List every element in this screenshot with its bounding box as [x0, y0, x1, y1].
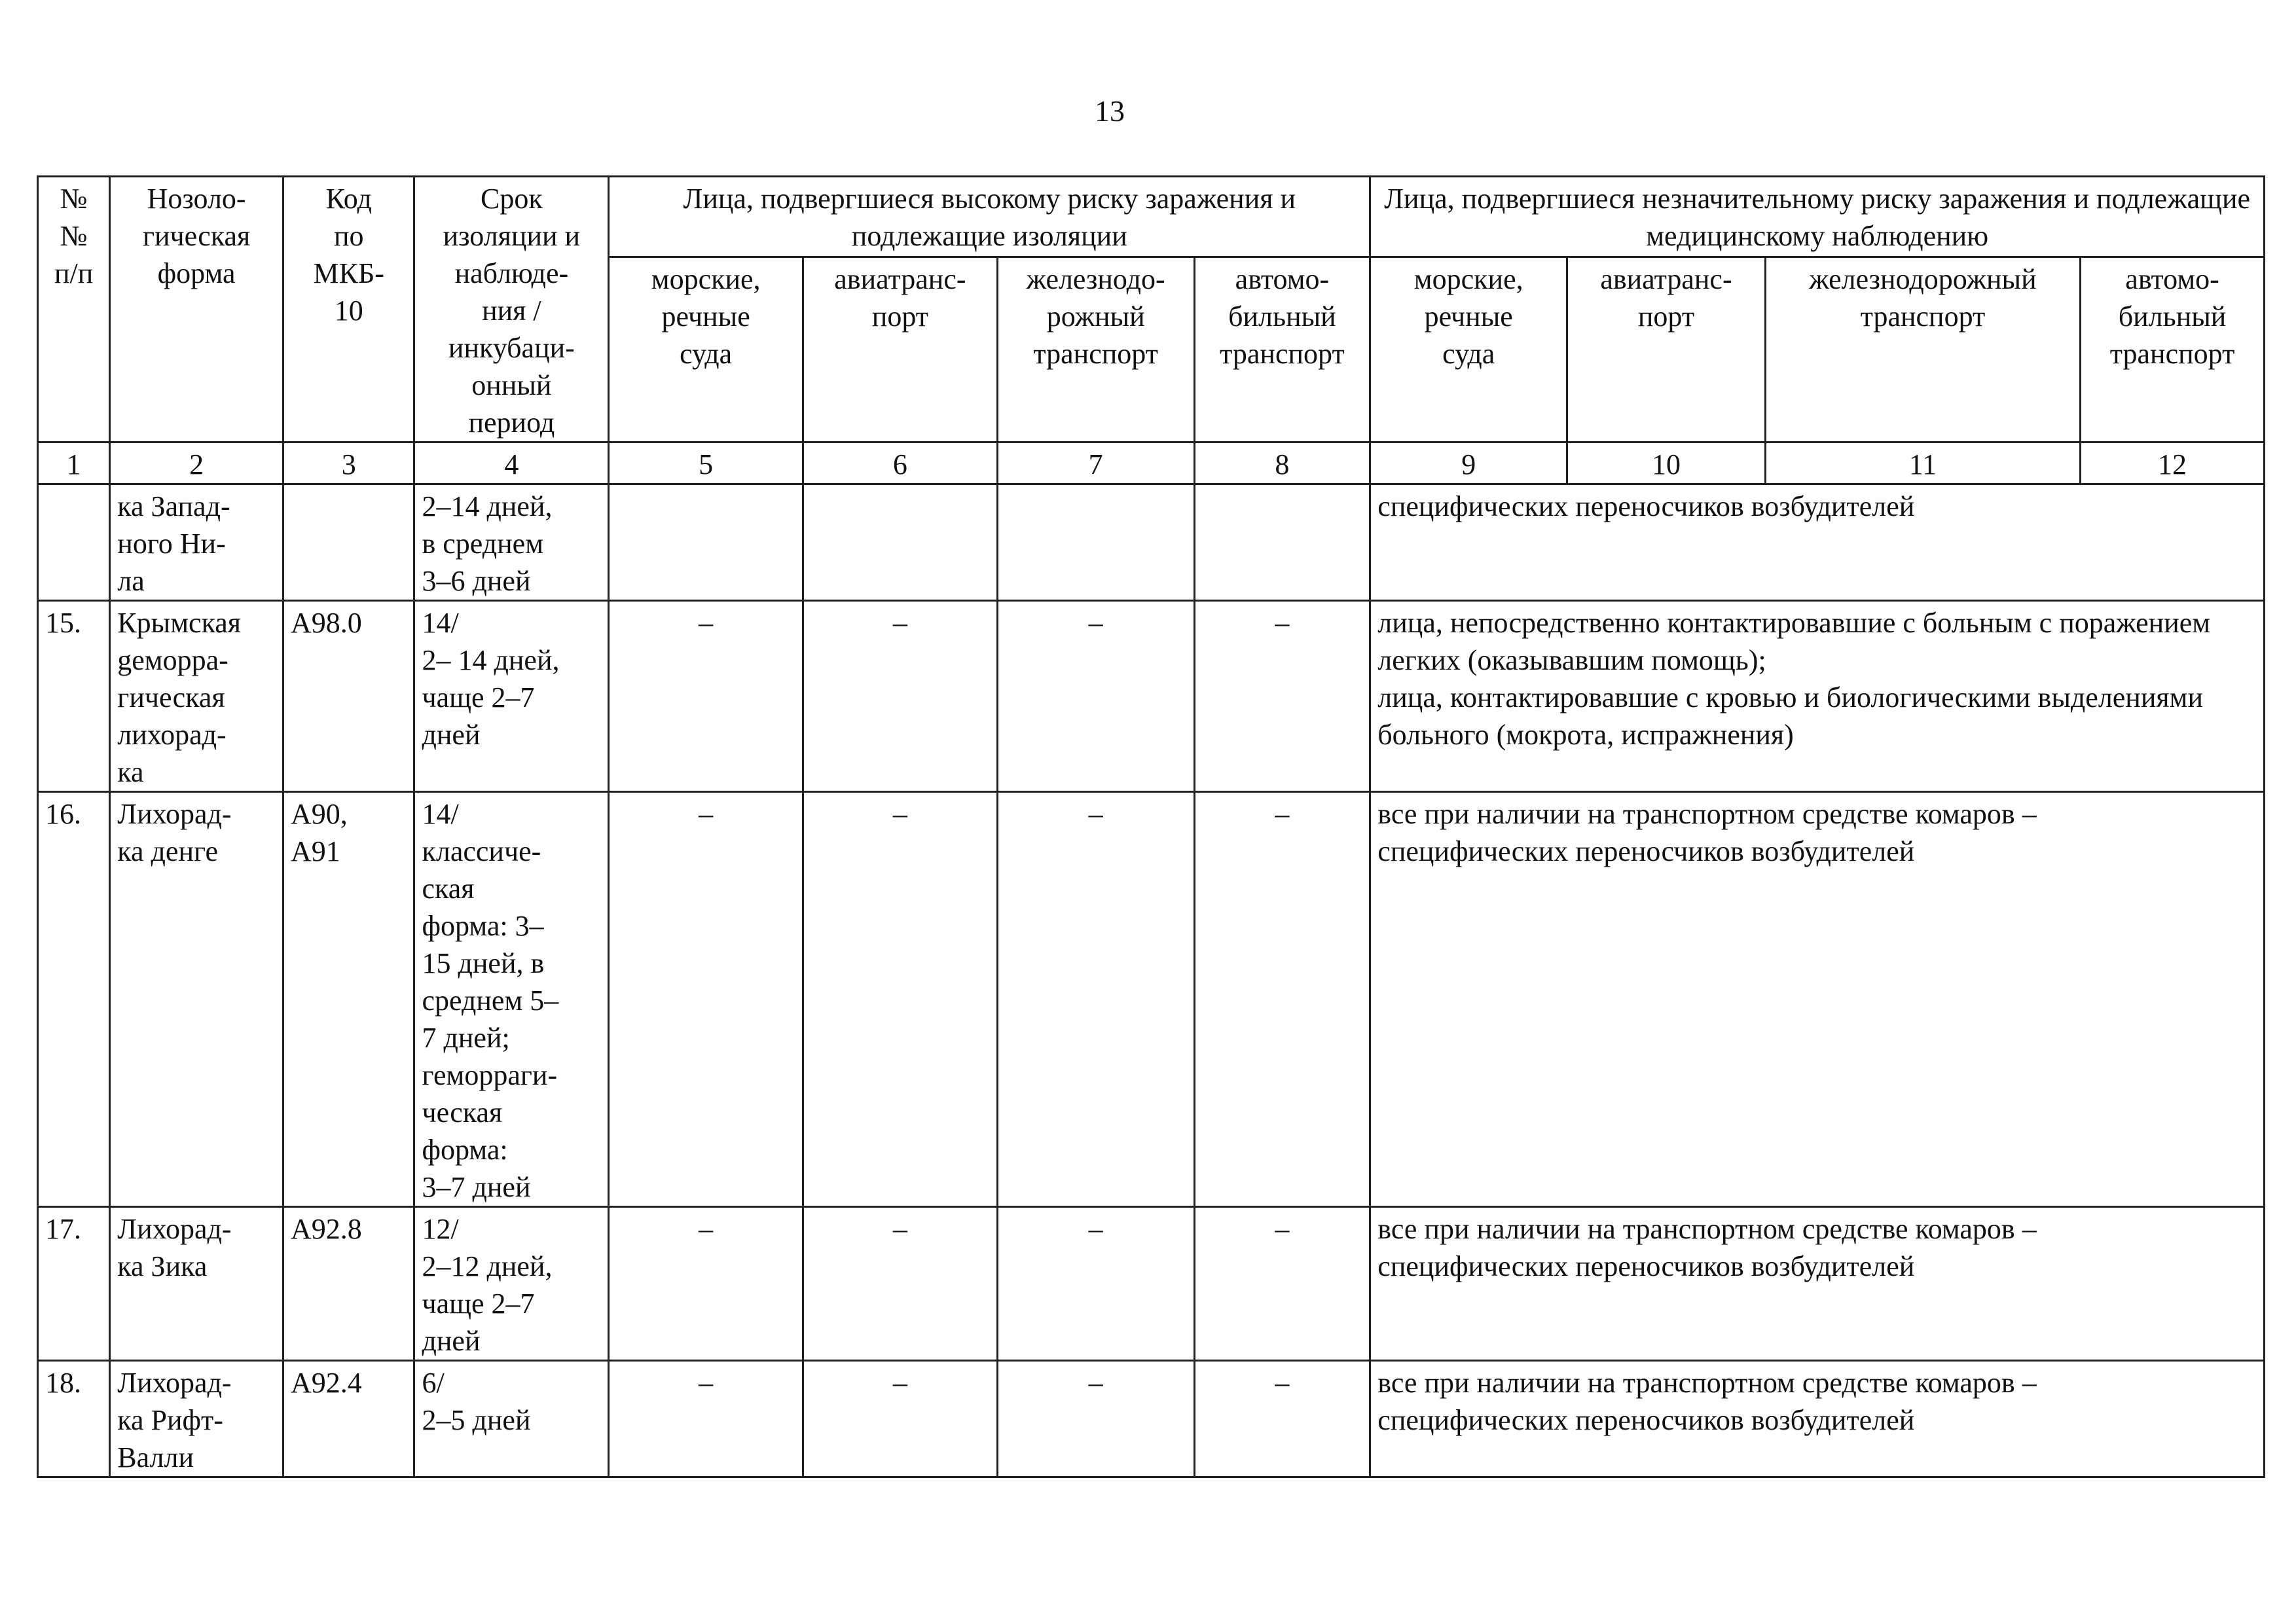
row-high-auto: –: [1194, 792, 1370, 1207]
row-low-risk: все при наличии на транспортном средстве комаров – специфических переносчиков возбудителей: [1370, 1207, 2265, 1361]
column-number: 11: [1765, 442, 2080, 484]
row-high-auto: –: [1194, 601, 1370, 792]
row-low-risk: специфических переносчиков возбудителей: [1370, 484, 2265, 601]
row-form: Лихорад- ка денге: [110, 792, 283, 1207]
header-group-high-risk: Лица, подвергшиеся высокому риску заражения и подлежащие изоляции: [609, 177, 1370, 257]
column-number: 8: [1194, 442, 1370, 484]
header-col-term: Срок изоляции и наблюде- ния / инкубаци- онный период: [414, 177, 609, 442]
row-form: ка Запад- ного Ни- ла: [110, 484, 283, 601]
header-col-form: Нозоло- гическая форма: [110, 177, 283, 442]
row-code: A98.0: [283, 601, 414, 792]
table-row: [38, 1207, 2265, 1361]
row-term: 12/ 2–12 дней, чаще 2–7 дней: [414, 1207, 609, 1361]
row-high-rail: –: [997, 1361, 1194, 1477]
column-number: 7: [997, 442, 1194, 484]
column-number: 9: [1370, 442, 1567, 484]
column-number: 4: [414, 442, 609, 484]
column-number: 5: [609, 442, 803, 484]
row-number: 16.: [38, 792, 110, 1207]
header-low-auto: автомо- бильный транспорт: [2081, 257, 2265, 442]
quarantine-table: [37, 175, 2265, 1478]
page-number: 13: [1095, 94, 1125, 128]
header-group-low-risk: Лица, подвергшиеся незначительному риску заражения и подлежащие медицинскому наблюдению: [1370, 177, 2265, 257]
column-number: 1: [38, 442, 110, 484]
row-high-sea: –: [609, 1361, 803, 1477]
row-form: Лихорад- ка Зика: [110, 1207, 283, 1361]
row-term: 2–14 дней, в среднем 3–6 дней: [414, 484, 609, 601]
row-number: 15.: [38, 601, 110, 792]
header-row: [38, 177, 2265, 257]
row-term: 14/ классиче- ская форма: 3– 15 дней, в среднем 5– 7 дней; геморраги- ческая форма: 3–7 дней: [414, 792, 609, 1207]
header-low-air: авиатранс- порт: [1567, 257, 1766, 442]
table-row: [38, 601, 2265, 792]
row-high-air: [803, 484, 998, 601]
row-high-sea: –: [609, 792, 803, 1207]
row-high-sea: –: [609, 1207, 803, 1361]
header-col-code: Код по МКБ- 10: [283, 177, 414, 442]
row-high-sea: –: [609, 601, 803, 792]
row-high-rail: –: [997, 1207, 1194, 1361]
row-low-risk: лица, непосредственно контактировавшие с больным с поражением легких (оказывавшим помощь); лица, контактировавшие с кровью и биологическими выделениями больного (мокрота, испражнения): [1370, 601, 2265, 792]
row-term: 14/ 2– 14 дней, чаще 2–7 дней: [414, 601, 609, 792]
row-code: [283, 484, 414, 601]
header-high-sea: морские, речные суда: [609, 257, 803, 442]
header-low-sea: морские, речные суда: [1370, 257, 1567, 442]
row-high-air: –: [803, 1361, 998, 1477]
column-number: 6: [803, 442, 998, 484]
row-number: 18.: [38, 1361, 110, 1477]
row-high-rail: [997, 484, 1194, 601]
column-number: 3: [283, 442, 414, 484]
row-high-auto: –: [1194, 1361, 1370, 1477]
row-low-risk: все при наличии на транспортном средстве комаров – специфических переносчиков возбудителей: [1370, 792, 2265, 1207]
header-low-rail: железнодорожный транспорт: [1765, 257, 2080, 442]
row-code: A90, A91: [283, 792, 414, 1207]
row-low-risk: все при наличии на транспортном средстве комаров – специфических переносчиков возбудителей: [1370, 1361, 2265, 1477]
column-number: 2: [110, 442, 283, 484]
column-numbers-row: [38, 442, 2265, 484]
row-high-auto: [1194, 484, 1370, 601]
row-number: 17.: [38, 1207, 110, 1361]
row-high-rail: –: [997, 792, 1194, 1207]
header-high-rail: железнодо- рожный транспорт: [997, 257, 1194, 442]
row-high-sea: [609, 484, 803, 601]
row-form: Лихорад- ка Рифт- Валли: [110, 1361, 283, 1477]
row-code: A92.8: [283, 1207, 414, 1361]
header-col-number: № № п/п: [38, 177, 110, 442]
header-high-air: авиатранс- порт: [803, 257, 998, 442]
row-number: [38, 484, 110, 601]
table-row: [38, 484, 2265, 601]
table-row: [38, 1361, 2265, 1477]
row-high-air: –: [803, 792, 998, 1207]
column-number: 10: [1567, 442, 1766, 484]
row-high-air: –: [803, 1207, 998, 1361]
header-high-auto: автомо- бильный транспорт: [1194, 257, 1370, 442]
row-code: A92.4: [283, 1361, 414, 1477]
table-row: [38, 792, 2265, 1207]
row-term: 6/ 2–5 дней: [414, 1361, 609, 1477]
row-high-auto: –: [1194, 1207, 1370, 1361]
column-number: 12: [2081, 442, 2265, 484]
row-form: Крымская gеморра- гическая лихорад- ка: [110, 601, 283, 792]
row-high-air: –: [803, 601, 998, 792]
row-high-rail: –: [997, 601, 1194, 792]
